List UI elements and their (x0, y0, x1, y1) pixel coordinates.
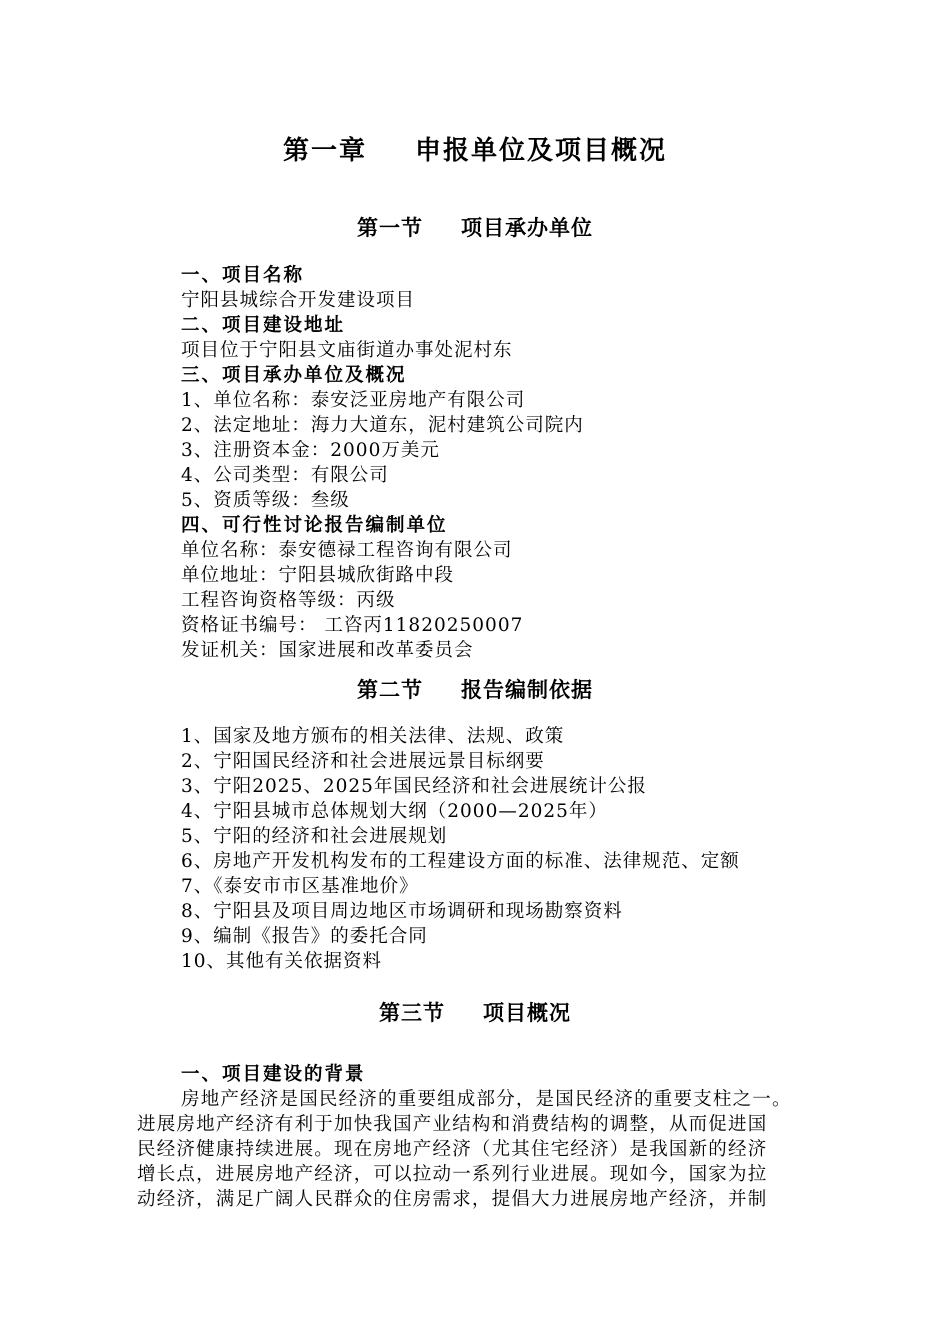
section-3-heading-block (181, 1062, 881, 1087)
basis-item: 10、其他有关依据资料 (181, 951, 383, 972)
project-address-value: 项目位于宁阳县文庙街道办事处泥村东 (181, 340, 513, 361)
chapter-number: 第一章 (282, 136, 367, 166)
heading-background: 一、项目建设的背景 (181, 1064, 366, 1085)
basis-item: 2、宁阳国民经济和社会进展远景目标纲要 (181, 751, 545, 772)
heading-project-address: 二、项目建设地址 (181, 315, 346, 336)
section-1-name: 项目承办单位 (461, 216, 593, 240)
consultant-line: 资格证书编号： 工咨丙11820250007 (181, 615, 524, 636)
basis-item: 1、国家及地方颁布的相关法律、法规、政策 (181, 726, 565, 747)
company-line: 4、公司类型：有限公司 (181, 465, 389, 486)
section-1-title (0, 212, 950, 242)
basis-item: 4、宁阳县城市总体规划大纲（2000—2025年） (181, 801, 608, 822)
heading-company: 三、项目承办单位及概况 (181, 365, 407, 386)
company-line: 1、单位名称：泰安泛亚房地产有限公司 (181, 390, 526, 411)
basis-item: 9、编制《报告》的委托合同 (181, 926, 428, 947)
project-name-value: 宁阳县城综合开发建设项目 (181, 290, 416, 311)
background-paragraph (137, 1087, 872, 1212)
basis-item: 8、宁阳县及项目周边地区市场调研和现场勘察资料 (181, 901, 623, 922)
basis-item: 3、宁阳2025、2025年国民经济和社会进展统计公报 (181, 776, 647, 797)
consultant-line: 单位名称：泰安德禄工程咨询有限公司 (181, 540, 513, 561)
section-3-number: 第三节 (379, 1001, 445, 1025)
chapter-title (0, 130, 950, 167)
company-line: 2、法定地址：海力大道东，泥村建筑公司院内 (181, 415, 584, 436)
section-2-body (181, 724, 881, 974)
consultant-line: 工程咨询资格等级：丙级 (181, 590, 396, 611)
section-3-title (0, 997, 950, 1027)
section-1-number: 第一节 (357, 216, 423, 240)
chapter-name: 申报单位及项目概况 (415, 136, 668, 166)
paragraph-line: 民经济健康持续进展。现在房地产经济（尤其住宅经济）是我国新的经济 (137, 1139, 768, 1160)
paragraph-line: 增长点，进展房地产经济，可以拉动一系列行业进展。现如今，国家为拉 (137, 1164, 768, 1185)
heading-project-name: 一、项目名称 (181, 265, 305, 286)
section-1-body (181, 263, 881, 663)
section-2-number: 第二节 (357, 678, 423, 702)
basis-item: 6、房地产开发机构发布的工程建设方面的标准、法律规范、定额 (181, 851, 740, 872)
paragraph-line: 房地产经济是国民经济的重要组成部分，是国民经济的重要支柱之一。 (181, 1089, 792, 1110)
basis-item: 7、《泰安市市区基准地价》 (181, 876, 419, 897)
heading-consultant: 四、可行性讨论报告编制单位 (181, 515, 448, 536)
company-line: 3、注册资本金：2000万美元 (181, 440, 440, 461)
paragraph-line: 进展房地产经济有利于加快我国产业结构和消费结构的调整，从而促进国 (137, 1114, 768, 1135)
consultant-line: 发证机关：国家进展和改革委员会 (181, 640, 474, 661)
section-3-name: 项目概况 (483, 1001, 571, 1025)
company-line: 5、资质等级：叁级 (181, 490, 350, 511)
paragraph-line: 动经济，满足广阔人民群众的住房需求，提倡大力进展房地产经济，并制 (137, 1189, 768, 1210)
basis-item: 5、宁阳的经济和社会进展规划 (181, 826, 448, 847)
section-2-name: 报告编制依据 (461, 678, 593, 702)
section-2-title (0, 674, 950, 704)
consultant-line: 单位地址：宁阳县城欣街路中段 (181, 565, 455, 586)
